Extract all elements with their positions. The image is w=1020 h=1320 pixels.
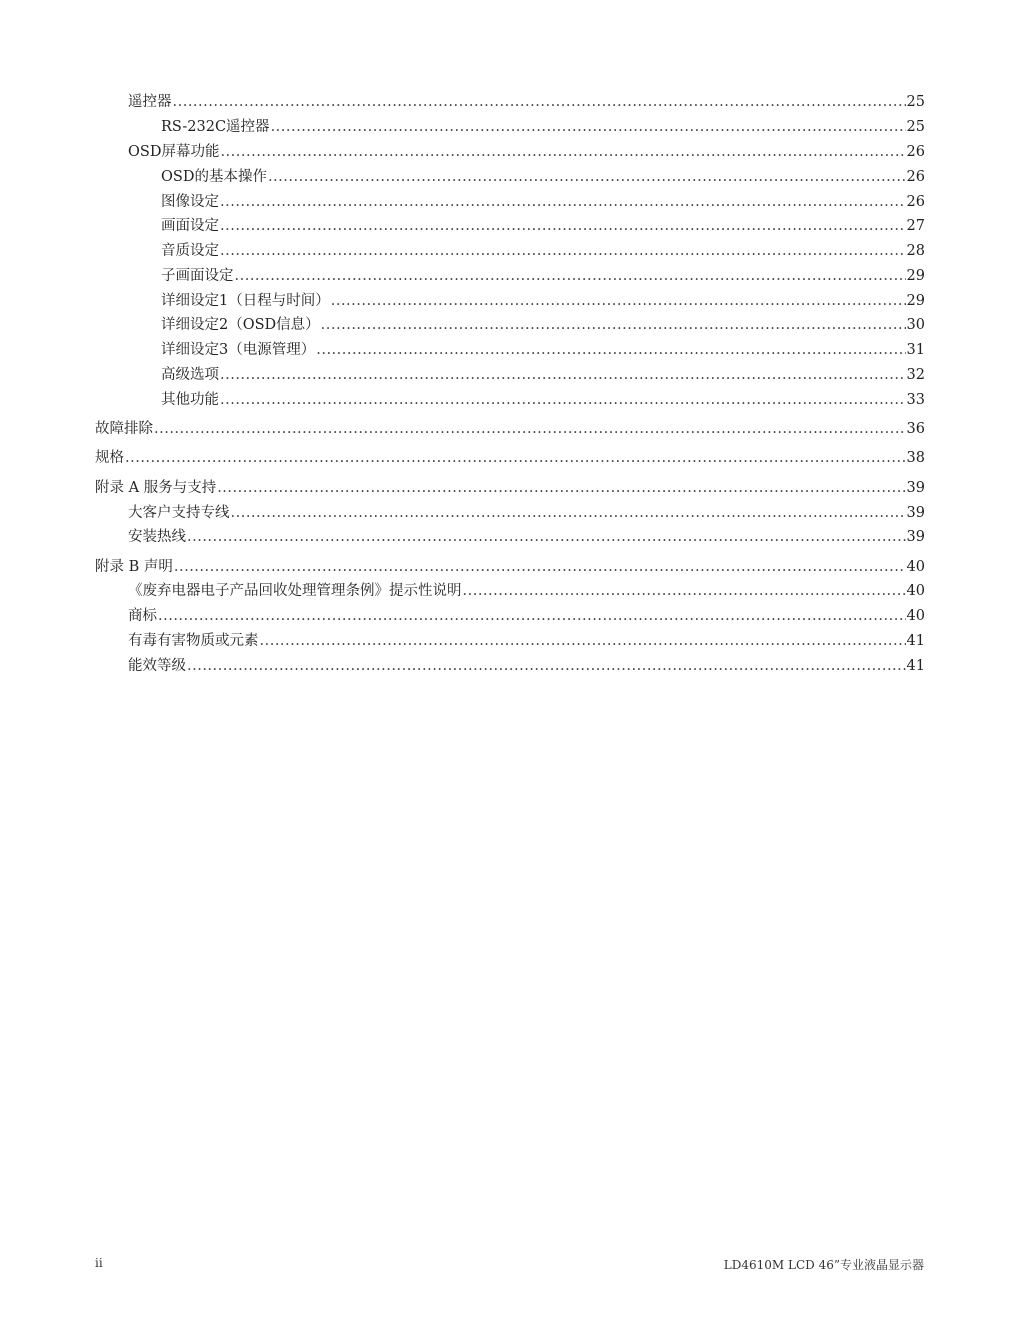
toc-entry[interactable] (128, 527, 925, 547)
toc-entry-label: 附录 B 声明 (95, 559, 173, 575)
toc-entry-page: 39 (906, 505, 925, 521)
footer-product-title: LD4610M LCD 46”专业液晶显示器 (723, 1258, 924, 1272)
toc-entry[interactable] (161, 365, 925, 385)
toc-entry-page: 39 (906, 529, 925, 545)
toc-entry[interactable] (128, 581, 925, 601)
dot-leader (187, 656, 906, 676)
toc-entry-page: 40 (906, 583, 925, 599)
toc-entry[interactable] (128, 503, 925, 523)
dot-leader (220, 241, 906, 261)
toc-entry-page: 41 (906, 658, 925, 674)
dot-leader (154, 419, 906, 439)
toc-entry[interactable] (161, 216, 925, 236)
toc-entry[interactable] (95, 419, 925, 439)
toc-entry[interactable] (161, 117, 925, 137)
toc-entry-page: 28 (906, 243, 925, 259)
toc-entry-page: 26 (906, 169, 925, 185)
toc-entry-label: 规格 (95, 450, 124, 466)
toc-entry[interactable] (161, 192, 925, 212)
toc-entry-page: 39 (906, 480, 925, 496)
dot-leader (260, 631, 906, 651)
toc-entry-page: 26 (906, 194, 925, 210)
toc-entry[interactable] (161, 390, 925, 410)
dot-leader (158, 606, 906, 626)
toc-entry-page: 32 (906, 367, 925, 383)
toc-entry-page: 41 (906, 633, 925, 649)
toc-entry-label: 《废弃电器电子产品回收处理管理条例》提示性说明 (128, 583, 462, 599)
toc-entry-page: 30 (906, 317, 925, 333)
toc-entry[interactable] (161, 291, 925, 311)
dot-leader (220, 365, 906, 385)
toc-entry-label: 高级选项 (161, 367, 219, 383)
toc-entry-page: 40 (906, 559, 925, 575)
dot-leader (463, 581, 906, 601)
dot-leader (231, 503, 906, 523)
toc-entry-page: 33 (906, 392, 925, 408)
toc-entry-page: 26 (906, 144, 925, 160)
toc-entry-label: 故障排除 (95, 421, 153, 437)
toc-entry-label: 图像设定 (161, 194, 219, 210)
toc-entry[interactable] (161, 167, 925, 187)
toc-entry-label: OSD的基本操作 (161, 169, 267, 185)
dot-leader (220, 216, 906, 236)
dot-leader (220, 390, 906, 410)
toc-entry-page: 38 (906, 450, 925, 466)
toc-entry-label: 能效等级 (128, 658, 186, 674)
toc-entry[interactable] (161, 266, 925, 286)
toc-entry-page: 27 (906, 218, 925, 234)
toc-entry[interactable] (95, 448, 925, 468)
toc-entry-label: RS-232C遥控器 (161, 119, 270, 135)
toc-entry-page: 31 (906, 342, 925, 358)
toc-entry[interactable] (161, 241, 925, 261)
toc-entry[interactable] (128, 631, 925, 651)
footer-page-number: ii (95, 1256, 103, 1270)
dot-leader (316, 340, 905, 360)
dot-leader (174, 557, 906, 577)
dot-leader (187, 527, 906, 547)
toc-entry[interactable] (128, 656, 925, 676)
dot-leader (125, 448, 906, 468)
dot-leader (220, 142, 905, 162)
dot-leader (217, 478, 905, 498)
toc-entry-page: 29 (906, 293, 925, 309)
toc-entry[interactable] (161, 315, 925, 335)
toc-entry[interactable] (95, 557, 925, 577)
toc-entry-label: 附录 A 服务与支持 (95, 480, 217, 496)
dot-leader (321, 315, 906, 335)
toc-entry-page: 25 (906, 94, 925, 110)
dot-leader (268, 167, 906, 187)
toc-entry-label: 详细设定3（电源管理） (161, 342, 316, 358)
toc-entry-page: 36 (906, 421, 925, 437)
toc-entry-label: 商标 (128, 608, 157, 624)
toc-entry-label: 大客户支持专线 (128, 505, 230, 521)
toc-entry-label: 遥控器 (128, 94, 172, 110)
toc-entry-label: 有毒有害物质或元素 (128, 633, 259, 649)
toc-entry-label: 画面设定 (161, 218, 219, 234)
toc-entry-page: 25 (906, 119, 925, 135)
dot-leader (271, 117, 906, 137)
toc-entry[interactable] (128, 92, 925, 112)
toc-entry-label: OSD屏幕功能 (128, 144, 220, 160)
toc-entry[interactable] (95, 478, 925, 498)
toc-entry-page: 40 (906, 608, 925, 624)
dot-leader (220, 192, 906, 212)
toc-entry[interactable] (128, 606, 925, 626)
toc-entry-page: 29 (906, 268, 925, 284)
toc-entry-label: 子画面设定 (161, 268, 234, 284)
dot-leader (331, 291, 906, 311)
toc-entry-label: 详细设定1（日程与时间） (161, 293, 330, 309)
toc-entry-label: 音质设定 (161, 243, 219, 259)
dot-leader (235, 266, 906, 286)
toc-entry-label: 安装热线 (128, 529, 186, 545)
toc-entry-label: 其他功能 (161, 392, 219, 408)
toc-entry-label: 详细设定2（OSD信息） (161, 317, 320, 333)
toc-entry[interactable] (128, 142, 925, 162)
toc-entry[interactable] (161, 340, 925, 360)
dot-leader (173, 92, 906, 112)
